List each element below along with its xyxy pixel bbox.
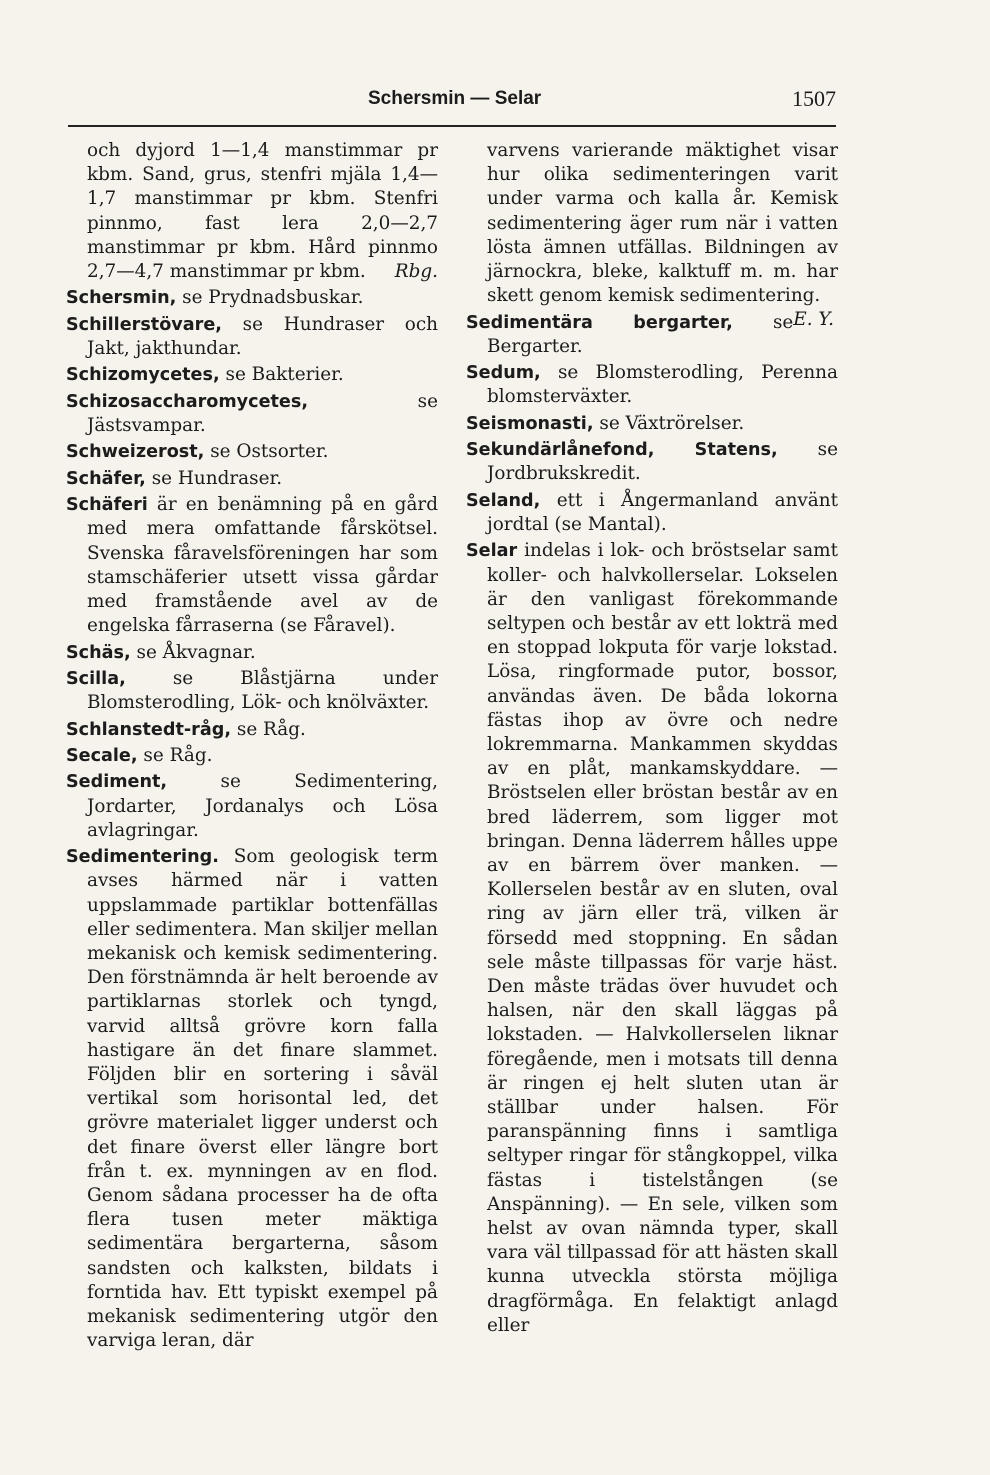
entry-continuation (66, 139, 438, 284)
headword: Seismonasti, (466, 413, 594, 434)
entry-text: indelas i lok- och bröstselar samt koller- och halvkollerselar. Lokselen är den vanligast förekommande seltypen och består av ett lokträ med en stoppad lokputa för varje lokstad. Lösa, ringformade putor, bossor, användas även. De båda lokorna fästas ihop av övre och nedre lokremmarna. Mankammen skyddas av en plåt, mankamskyddare. — Bröstselen eller bröstan består av en bred läderrem, som ligger mot bringan. Denna läderrem hålles uppe av en bärrem över manken. — Kollerselen består av en sluten, oval ring av järn eller trä, vilken är försedd med stoppning. En sådan sele måste tillpassas för varje häst. Den måste trädas över huvudet och halsen, när den skall läggas på lokstaden. — Halvkollerselen liknar föregående, men i motsats till denna är ringen ej helt sluten utan är ställbar under halsen. För paranspänning finns i samtliga seltyper ringar för stångkoppel, vilka fästas i tistelstången (se Anspänning). — En sele, vilken som helst av ovan nämnda typer, skall vara väl tillpassad för att hästen skall kunna utveckla största möjliga dragförmåga. En felaktigt anlagd eller (487, 540, 838, 1336)
entry-sediment (66, 770, 438, 843)
headword: Schizosaccharomycetes, (66, 391, 309, 412)
entry-text: se Växtrörelser. (599, 412, 745, 434)
page-number: 1507 (792, 86, 836, 111)
entry-scilla (66, 667, 438, 715)
headword: Sedimentering. (66, 847, 219, 868)
entry-text: se Prydnadsbuskar. (182, 287, 364, 309)
entry-text: se Hundraser och Jakt, jakthundar. (87, 313, 438, 359)
entry-schas (66, 641, 438, 665)
headword: Sedimentära bergarter, (466, 312, 733, 333)
entry-text: se Bergarter. (487, 311, 794, 357)
header-rule (68, 125, 836, 127)
entry-text: se Ostsorter. (210, 441, 329, 463)
entry-text: är en benämning på en gård med mera omfattande fårskötsel. Svenska fåravelsföreningen har som stamschäferier utsett vissa gårdar med framstående avel av de engelska fårraserna (se Fåravel). (87, 494, 438, 637)
headword: Schersmin, (66, 288, 177, 309)
entry-sedum (466, 361, 838, 409)
entry-sekundarlanefond (466, 438, 838, 486)
entry-sedimentara-bergarter (466, 311, 838, 359)
entry-text: se Jästsvampar. (87, 390, 438, 436)
headword: Seland, (466, 490, 541, 511)
headword: Sekundärlånefond, Statens, (466, 440, 778, 461)
entry-text: Som geologisk term avses härmed när i vatten uppslammade partiklar bottenfällas eller sedimentera. Man skiljer mellan mekanisk och kemisk sedimentering. Den förstnämnda är helt beroende av partiklarnas storlek och tyngd, varvid alltså grövre korn falla hastigare än det finare slammet. Följden blir en sortering i såväl vertikal som horisontal led, det grövre materialet ligger underst och det finare överst eller längre bort från t. ex. mynningen av en flod. Genom sådana processer ha de ofta flera tusen meter mäktiga sedimentära bergarterna, såsom sandsten och kalksten, bildats i forntida hav. Ett typiskt exempel på mekanisk sedimentering utgör den varviga leran, där (87, 846, 438, 1352)
entry-schizosaccharomycetes (66, 390, 438, 438)
entry-text: se Blåstjärna under Blomsterodling, Lök- och knölväxter. (87, 667, 438, 714)
headword: Schillerstövare, (66, 314, 222, 335)
entry-text: ett i Ångermanland använt jordtal (se Mantal). (487, 489, 838, 535)
entry-secale (66, 744, 438, 768)
entry-schersmin (66, 286, 438, 310)
headword: Sediment, (66, 772, 168, 793)
headword: Selar (466, 541, 518, 562)
entry-sedimentering (66, 845, 438, 1353)
entry-text: se Sedimentering, Jordarter, Jordanalys och Lösa avlagringar. (87, 771, 438, 841)
entry-schweizerost (66, 440, 438, 464)
entry-text: varvens varierande mäktighet visar hur olika sedimenteringen varit under varma och kalla år. Kemisk sedimentering äger rum när i vatten lösta ämnen utfällas. Bildningen av järnockra, bleke, kalktuff m. m. har skett genom kemisk sedimentering. (487, 140, 838, 307)
entry-text: se Åkvagnar. (136, 641, 256, 663)
headword: Schlanstedt-råg, (66, 719, 232, 740)
headword: Schäs, (66, 642, 131, 663)
entry-text: se Jordbrukskredit. (487, 439, 838, 485)
entry-seismonasti (466, 412, 838, 436)
entry-schaferi (66, 493, 438, 638)
running-header (68, 86, 838, 116)
headword: Schäferi (66, 495, 148, 516)
entry-selar (466, 539, 838, 1338)
headword: Schäfer, (66, 468, 146, 489)
right-column (466, 139, 838, 1340)
author-signature: E. Y. (793, 309, 834, 331)
entry-text: och dyjord 1—1,4 manstimmar pr kbm. Sand, grus, stenfri mjäla 1,4—1,7 manstimmar pr kbm. Stenfri pinnmo, fast lera 2,0—2,7 manstimmar pr kbm. Hård pinnmo 2,7—4,7 manstimmar pr kbm. (87, 140, 438, 283)
headword: Schizomycetes, (66, 365, 220, 386)
author-signature: Rbg. (394, 261, 438, 283)
headword: Schweizerost, (66, 442, 205, 463)
entry-text: se Hundraser. (151, 467, 283, 489)
entry-schillerstovare (66, 313, 438, 361)
headword: Secale, (66, 745, 138, 766)
running-title: Schersmin — Selar (368, 88, 542, 109)
entry-schizomycetes (66, 363, 438, 387)
headword: Sedum, (466, 363, 541, 384)
left-column (66, 139, 438, 1356)
entry-text: se Råg. (143, 744, 213, 766)
entry-text: se Bakterier. (225, 364, 344, 386)
headword: Scilla, (66, 668, 126, 689)
entry-schafer (66, 467, 438, 491)
entry-text: se Råg. (236, 718, 306, 740)
entry-schlanstedt-rag (66, 718, 438, 742)
entry-seland (466, 489, 838, 537)
entry-text: se Blomsterodling, Perenna blomsterväxter. (487, 362, 838, 408)
